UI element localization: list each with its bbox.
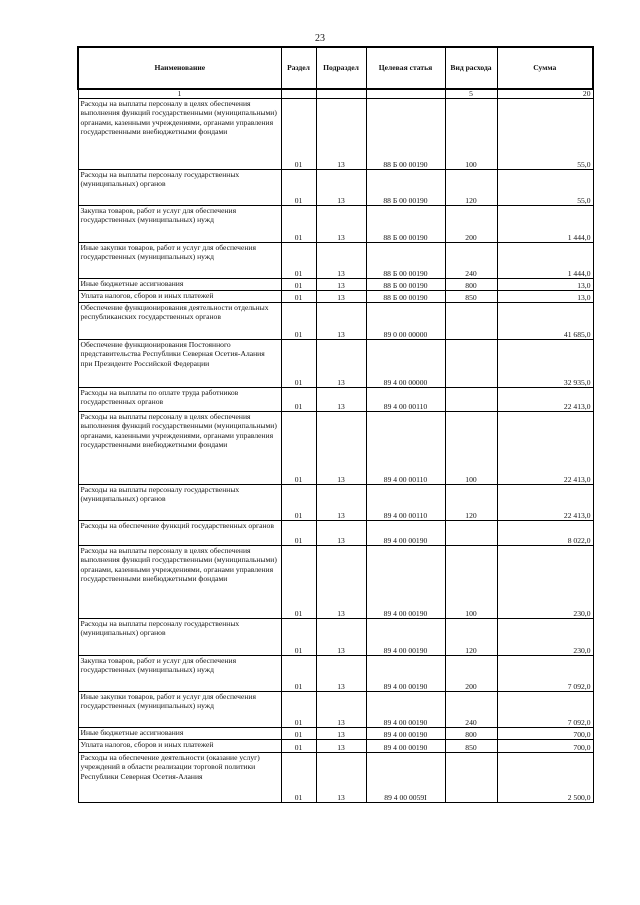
row-target: 89 4 00 00110 (366, 485, 445, 521)
row-subsection: 13 (316, 243, 366, 279)
column-number (316, 89, 366, 99)
column-number: 20 (497, 89, 593, 99)
row-subsection: 13 (316, 303, 366, 340)
table-row (78, 546, 593, 619)
row-section: 01 (281, 521, 316, 546)
row-section: 01 (281, 291, 316, 303)
table-row (78, 303, 593, 340)
row-name: Иные закупки товаров, работ и услуг для обеспечения государственных (муниципальных) нужд (78, 692, 281, 728)
row-target: 88 Б 00 00190 (366, 170, 445, 206)
table-row (78, 206, 593, 243)
column-number (366, 89, 445, 99)
row-section: 01 (281, 485, 316, 521)
row-name: Уплата налогов, сборов и иных платежей (78, 291, 281, 303)
row-section: 01 (281, 546, 316, 619)
row-subsection: 13 (316, 340, 366, 388)
row-target: 89 4 00 00190 (366, 521, 445, 546)
row-sum: 55,0 (497, 170, 593, 206)
table-row (78, 619, 593, 656)
row-target: 89 4 00 00190 (366, 619, 445, 656)
row-expense-type (445, 753, 497, 803)
row-section: 01 (281, 340, 316, 388)
row-subsection: 13 (316, 619, 366, 656)
row-name: Уплата налогов, сборов и иных платежей (78, 740, 281, 753)
table-row (78, 243, 593, 279)
table-row (78, 99, 593, 170)
row-name: Закупка товаров, работ и услуг для обеспечения государственных (муниципальных) нужд (78, 656, 281, 692)
row-expense-type (445, 521, 497, 546)
row-expense-type: 120 (445, 619, 497, 656)
row-target: 89 4 00 00110 (366, 412, 445, 485)
row-name: Иные закупки товаров, работ и услуг для обеспечения государственных (муниципальных) нужд (78, 243, 281, 279)
row-subsection: 13 (316, 279, 366, 291)
table-row (78, 340, 593, 388)
row-name: Расходы на обеспечение деятельности (оказание услуг) учреждений в области реализации торговой политики Республики Северная Осетия-Алания (78, 753, 281, 803)
row-section: 01 (281, 279, 316, 291)
column-number: 5 (445, 89, 497, 99)
row-name: Иные бюджетные ассигнования (78, 279, 281, 291)
table-row (78, 728, 593, 740)
row-section: 01 (281, 206, 316, 243)
row-sum: 22 413,0 (497, 388, 593, 412)
row-sum: 700,0 (497, 740, 593, 753)
row-name: Иные бюджетные ассигнования (78, 728, 281, 740)
column-number (281, 89, 316, 99)
row-name: Расходы на выплаты персоналу государственных (муниципальных) органов (78, 619, 281, 656)
row-subsection: 13 (316, 692, 366, 728)
table-row (78, 412, 593, 485)
table-row (78, 291, 593, 303)
row-name: Обеспечение функционирования Постоянного представительства Республики Северная Осетия-Алания при Президенте Российской Федерации (78, 340, 281, 388)
row-subsection: 13 (316, 170, 366, 206)
row-sum: 41 685,0 (497, 303, 593, 340)
row-section: 01 (281, 740, 316, 753)
table-row (78, 692, 593, 728)
row-target: 88 Б 00 00190 (366, 291, 445, 303)
row-target: 88 Б 00 00190 (366, 206, 445, 243)
row-target: 88 Б 00 00190 (366, 243, 445, 279)
row-subsection: 13 (316, 291, 366, 303)
row-sum: 230,0 (497, 619, 593, 656)
row-target: 88 Б 00 00190 (366, 279, 445, 291)
row-sum: 13,0 (497, 279, 593, 291)
row-expense-type: 200 (445, 206, 497, 243)
row-expense-type (445, 340, 497, 388)
row-target: 89 4 00 00000 (366, 340, 445, 388)
row-expense-type: 800 (445, 728, 497, 740)
row-subsection: 13 (316, 656, 366, 692)
row-target: 88 Б 00 00190 (366, 99, 445, 170)
row-sum: 55,0 (497, 99, 593, 170)
row-section: 01 (281, 170, 316, 206)
header-subsection: Подраздел (316, 47, 366, 89)
row-target: 89 4 00 00110 (366, 388, 445, 412)
row-expense-type: 850 (445, 740, 497, 753)
header-name: Наименование (78, 47, 281, 89)
column-number: 1 (78, 89, 281, 99)
table-row (78, 656, 593, 692)
row-name: Расходы на обеспечение функций государственных органов (78, 521, 281, 546)
row-target: 89 4 00 00190 (366, 656, 445, 692)
row-subsection: 13 (316, 412, 366, 485)
table-row (78, 388, 593, 412)
page-number: 23 (315, 33, 325, 44)
row-target: 89 4 00 00190 (366, 740, 445, 753)
row-section: 01 (281, 656, 316, 692)
table-row (78, 170, 593, 206)
row-sum: 8 022,0 (497, 521, 593, 546)
row-sum: 700,0 (497, 728, 593, 740)
column-number-row (78, 89, 593, 99)
row-section: 01 (281, 243, 316, 279)
row-sum: 1 444,0 (497, 206, 593, 243)
row-expense-type: 120 (445, 485, 497, 521)
row-name: Расходы на выплаты персоналу в целях обеспечения выполнения функций государственными (муниципальными) органами, казенными учреждениями, органами управления государственными внебюджетными фондами (78, 99, 281, 170)
row-name: Расходы на выплаты по оплате труда работников государственных органов (78, 388, 281, 412)
table-row (78, 753, 593, 803)
row-section: 01 (281, 728, 316, 740)
table-body (78, 99, 593, 803)
row-target: 89 4 00 00190 (366, 546, 445, 619)
row-section: 01 (281, 692, 316, 728)
row-subsection: 13 (316, 521, 366, 546)
row-sum: 13,0 (497, 291, 593, 303)
row-section: 01 (281, 753, 316, 803)
row-sum: 7 092,0 (497, 656, 593, 692)
table-row (78, 740, 593, 753)
row-expense-type (445, 303, 497, 340)
row-sum: 1 444,0 (497, 243, 593, 279)
row-subsection: 13 (316, 728, 366, 740)
row-expense-type: 100 (445, 412, 497, 485)
row-expense-type: 100 (445, 99, 497, 170)
row-sum: 7 092,0 (497, 692, 593, 728)
row-target: 89 4 00 00190 (366, 728, 445, 740)
row-name: Закупка товаров, работ и услуг для обеспечения государственных (муниципальных) нужд (78, 206, 281, 243)
row-sum: 2 500,0 (497, 753, 593, 803)
row-target: 89 4 00 00190 (366, 692, 445, 728)
row-name: Расходы на выплаты персоналу в целях обеспечения выполнения функций государственными (муниципальными) органами, казенными учреждениями, органами управления государственными внебюджетными фондами (78, 412, 281, 485)
row-expense-type: 200 (445, 656, 497, 692)
row-target: 89 0 00 00000 (366, 303, 445, 340)
row-sum: 32 935,0 (497, 340, 593, 388)
row-expense-type: 240 (445, 243, 497, 279)
table-header-row (78, 47, 593, 89)
row-name: Расходы на выплаты персоналу государственных (муниципальных) органов (78, 170, 281, 206)
row-section: 01 (281, 412, 316, 485)
header-section: Раздел (281, 47, 316, 89)
row-section: 01 (281, 303, 316, 340)
row-subsection: 13 (316, 485, 366, 521)
budget-table (77, 46, 594, 803)
row-sum: 22 413,0 (497, 412, 593, 485)
header-expense-type: Вид расхода (445, 47, 497, 89)
row-expense-type: 120 (445, 170, 497, 206)
row-expense-type: 850 (445, 291, 497, 303)
row-sum: 230,0 (497, 546, 593, 619)
row-name: Расходы на выплаты персоналу в целях обеспечения выполнения функций государственными (муниципальными) органами, казенными учреждениями, органами управления государственными внебюджетными фондами (78, 546, 281, 619)
header-target: Целевая статья (366, 47, 445, 89)
row-expense-type: 800 (445, 279, 497, 291)
row-expense-type: 100 (445, 546, 497, 619)
row-subsection: 13 (316, 206, 366, 243)
row-name: Расходы на выплаты персоналу государственных (муниципальных) органов (78, 485, 281, 521)
row-sum: 22 413,0 (497, 485, 593, 521)
row-subsection: 13 (316, 99, 366, 170)
row-section: 01 (281, 619, 316, 656)
table-row (78, 521, 593, 546)
row-subsection: 13 (316, 740, 366, 753)
row-subsection: 13 (316, 546, 366, 619)
row-target: 89 4 00 0059I (366, 753, 445, 803)
row-section: 01 (281, 388, 316, 412)
table-row (78, 279, 593, 291)
row-name: Обеспечение функционирования деятельности отдельных республиканских государственных органов (78, 303, 281, 340)
row-subsection: 13 (316, 753, 366, 803)
row-subsection: 13 (316, 388, 366, 412)
header-sum: Сумма (497, 47, 593, 89)
row-expense-type: 240 (445, 692, 497, 728)
table-row (78, 485, 593, 521)
row-section: 01 (281, 99, 316, 170)
row-expense-type (445, 388, 497, 412)
